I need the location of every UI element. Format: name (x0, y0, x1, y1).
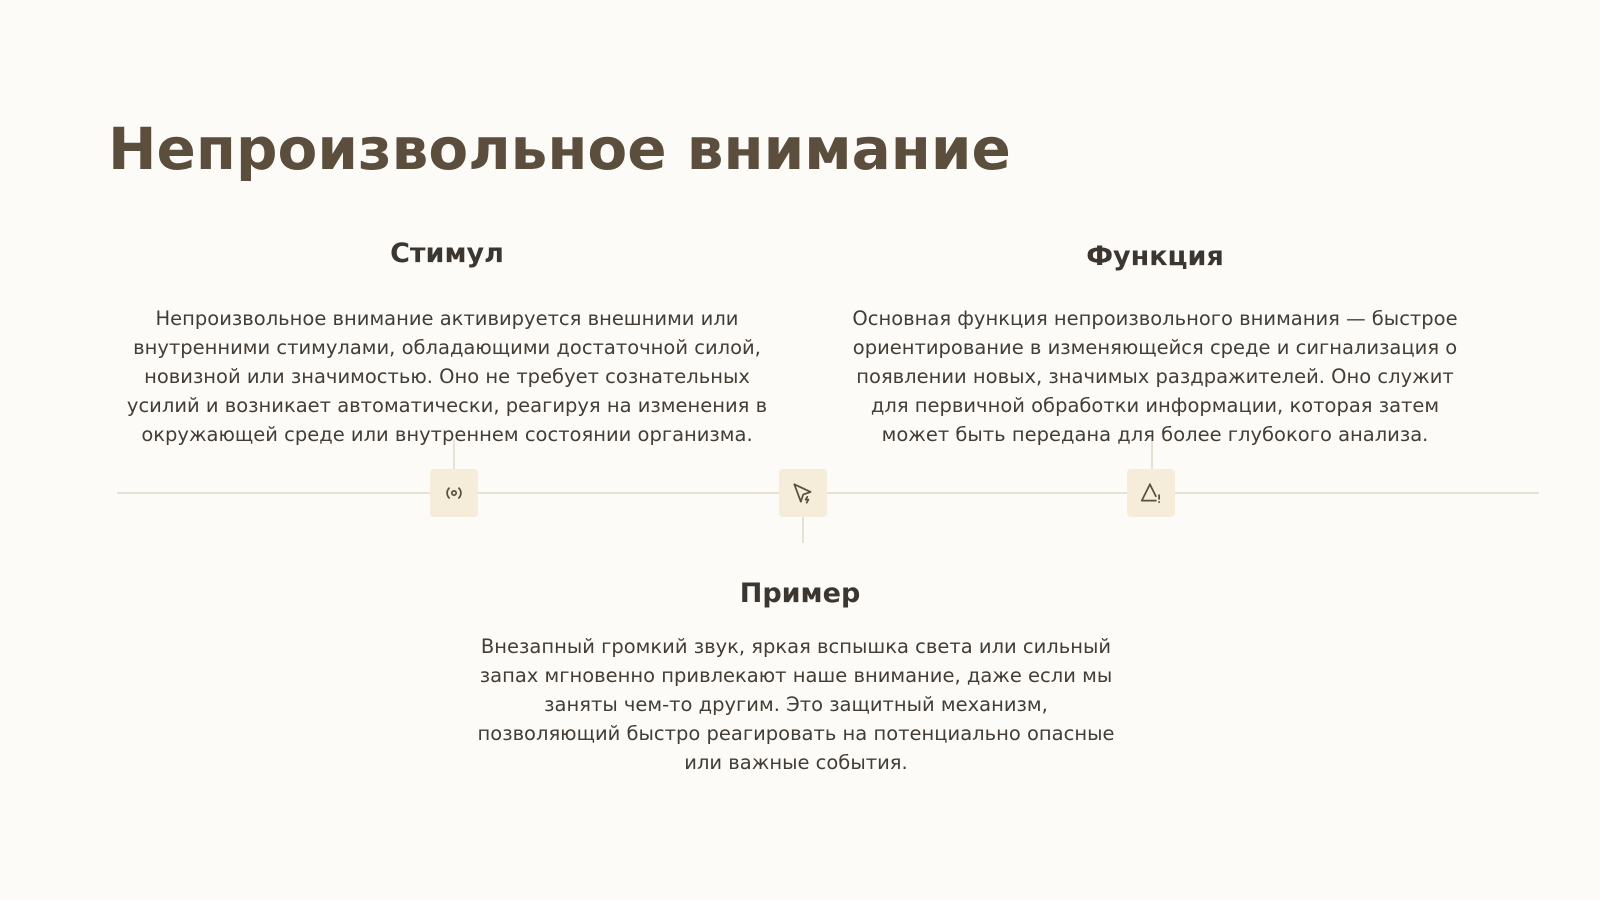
timeline-line (117, 492, 1539, 494)
slide-title: Непроизвольное внимание (108, 115, 1011, 183)
signal-icon (441, 480, 467, 506)
timeline-connector-example (802, 517, 804, 543)
stimulus-heading: Стимул (390, 238, 504, 269)
function-text: Основная функция непроизвольного внимания — быстрое ориентирование в изменяющейся среде и сигнализация о появлении новых, значимых раздражителей. Оно служит для первичной обработки информации, которая затем может быть передана для более глубокого анализа. (852, 307, 1458, 446)
stimulus-text: Непроизвольное внимание активируется внешними или внутренними стимулами, обладающими достаточной силой, новизной или значимостью. Оно не требует сознательных усилий и возникает автоматически, реагируя на изменения в окружающей среде или внутреннем состоянии организма. (126, 307, 768, 446)
alert-triangle-icon (1138, 480, 1164, 506)
function-heading: Функция (1086, 241, 1224, 272)
example-text: Внезапный громкий звук, яркая вспышка света или сильный запах мгновенно привлекают наше внимание, даже если мы заняты чем-то другим. Это защитный механизм, позволяющий быстро реагировать на потенциально опасные или важные события. (477, 635, 1115, 774)
example-heading: Пример (739, 578, 861, 609)
cursor-click-icon (790, 480, 816, 506)
timeline-marker-function (1127, 469, 1175, 517)
timeline-marker-stimulus (430, 469, 478, 517)
timeline-marker-example (779, 469, 827, 517)
